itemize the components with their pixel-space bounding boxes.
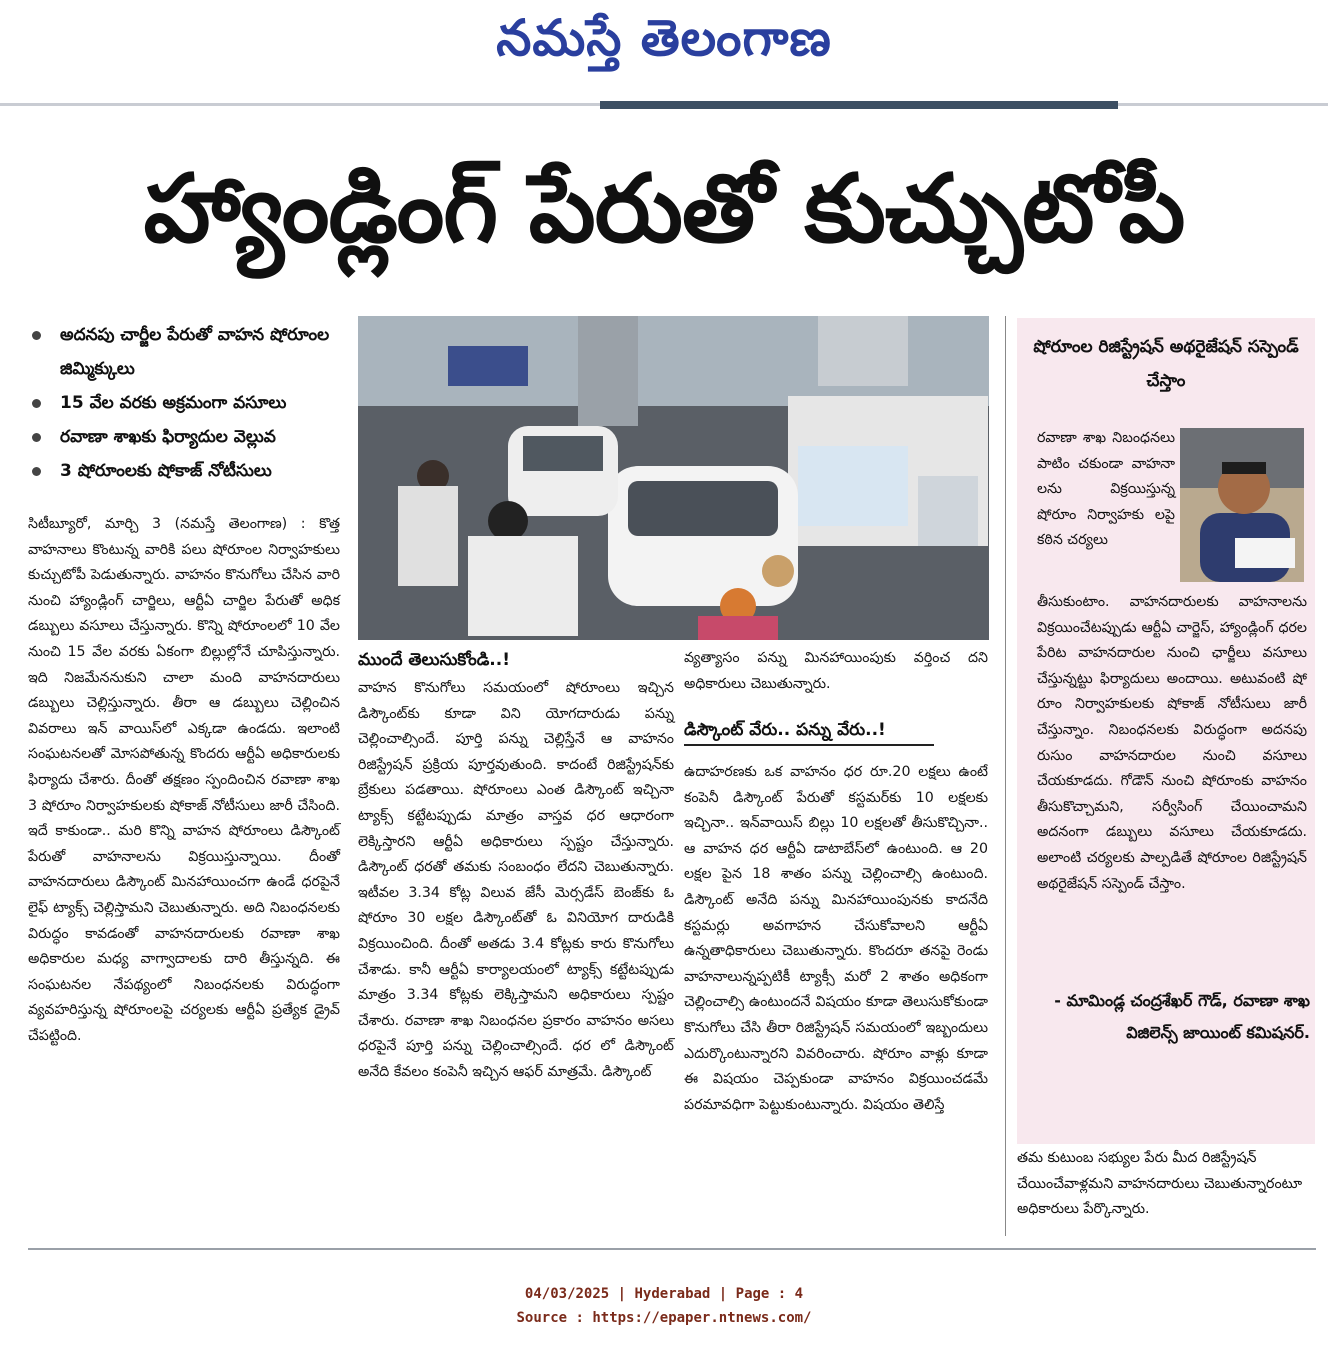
footer-dateline: 04/03/2025 | Hyderabad | Page : 4	[524, 1286, 804, 1302]
footer-source: Source : https://epaper.ntnews.com/	[516, 1310, 812, 1326]
article-column-3-intro: వ్యత్యాసం పన్ను మినహాయింపుకు వర్తించ దని అధికారులు చెబుతున్నారు.	[684, 650, 988, 692]
sidebar-attribution: - మామిండ్ల చంద్రశేఖర్ గౌడ్, రవాణా శాఖ విజిలెన్స్ జాయింట్ కమిషనర్.	[1054, 991, 1310, 1042]
subheading-discount-tax: డిస్కౌంట్ వేరు.. పన్ను వేరు..!	[684, 716, 934, 746]
masthead-accent-bar	[600, 101, 1118, 109]
bullet-text: 15 వేల వరకు అక్రమంగా వసూలు	[60, 393, 287, 413]
bullet-text: అదనపు చార్జీల పేరుతో వాహన షోరూంల జిమ్మిక్కులు	[60, 325, 330, 379]
portrait-illustration	[1180, 428, 1304, 582]
column-divider	[1005, 316, 1006, 1236]
article-column-2: వాహన కొనుగోలు సమయంలో షోరూంలు ఇచ్చిన డిస్కౌంట్‌కు కూడా విని యోగదారుడు పన్ను చెల్లించాల్సిందే. పూర్తి పన్ను చెల్లిస్తేనే ఆ వాహనం రిజిస్ట్రేషన్ ప్రక్రియ పూర్తవుతుంది. కాదంటే రిజిస్ట్రేషన్‌కు బ్రేకులు పడతాయి. షోరూంలు ఎంత డిస్కౌంట్ ఇచ్చినా ట్యాక్స్ కట్టేటప్పుడు మాత్రం వాస్తవ ధర ఆధారంగా లెక్కిస్తారని ఆర్టీఏ అధికారులు స్పష్టం చేస్తున్నారు. డిస్కౌంట్ ధరతో తమకు సంబంధం లేదని చెబుతున్నారు. ఇటీవల 3.34 కోట్ల విలువ జేసీ మెర్సడేస్ బెంజ్‌కు ఓ షోరూం 30 లక్షల డిస్కౌంట్‌తో ఓ వినియోగ దారుడికి విక్రయించింది. దీంతో అతడు 3.4 కోట్లకు కారు కొనుగోలు చేశాడు. కానీ ఆర్టీఏ కార్యాలయంలో ట్యాక్స్ కట్టేటప్పుడు మాత్రం 3.34 కోట్లకు లెక్కిస్తామని అధికారులు స్పష్టం చేశారు. రవాణా శాఖ నిబంధనల ప్రకారం వాహనం అసలు ధరపైనే పూర్తి పన్ను చెల్లించాల్సిందే. ధర లో డిస్కౌంట్ అనేది కేవలం కంపెనీ ఇచ్చిన ఆఫర్ మాత్రమే. డిస్కౌంట్	[358, 680, 674, 1080]
bullet-text: రవాణా శాఖకు ఫిర్యాదుల వెల్లువ	[60, 427, 276, 447]
masthead-logo: నమస్తే తెలంగాణ	[496, 8, 832, 67]
article-column-1: సిటీబ్యూరో, మార్చి 3 (నమస్తే తెలంగాణ) : కొత్త వాహనాలు కొంటున్న వారికి పలు షోరూంల నిర్వాహకులు కుచ్చుటోపీ పెడుతున్నారు. వాహనం కొనుగోలు చేసిన వారి నుంచి హ్యాండ్లింగ్ చార్జిలు, ఆర్టీఏ చార్జిల పేరుతో అధిక డబ్బులు వసూలు చేస్తున్నారు. కొన్ని షోరూంలలో 10 వేల నుంచి 15 వేల వరకు ఏకంగా బిల్లుల్లోనే చూపిస్తున్నారు. ఇది నిజమేననుకుని చాలా మంది వాహనదారులు డబ్బులు చెల్లిస్తున్నారు. తీరా ఆ డబ్బులు చెల్లించిన వివరాలు ఇన్ వాయిస్‌లో ఎక్కడా ఉండదు. ఇలాంటి సంఘటనలతో మోసపోతున్న కొందరు ఆర్టీఏ అధికారులకు ఫిర్యాదు చేశారు. దీంతో తక్షణం స్పందించిన రవాణా శాఖ 3 షోరూం నిర్వాహకులకు షోకాజ్ నోటీసులు జారీ చేసింది. ఇదే కాకుండా.. మరి కొన్ని వాహన షోరూంలు డిస్కౌంట్ పేరుతో వాహనాలను విక్రయిస్తున్నాయి. దీంతో వాహనదారులు డిస్కౌంట్ మినహాయించగా ఉండే ధరపైనే లైఫ్ ట్యాక్స్ చెల్లిస్తామని చెబుతున్నారు. అది నిబంధనలకు విరుద్ధం కావడంతో వాహనదారులకు రవాణా శాఖ అధికారుల మధ్య వాగ్వాదాలకు దారి తీస్తున్నది. ఈ సంఘటనల నేపథ్యంలో నిబంధనలకు విరుద్ధంగా వ్యవహరిస్తున్న షోరూంలపై చర్యలకు ఆర్టీఏ ప్రత్యేక డ్రైవ్ చేపట్టింది.	[28, 516, 340, 1044]
bullet-icon	[32, 399, 41, 408]
bullet-icon	[32, 467, 41, 476]
bullet-icon	[32, 331, 41, 340]
bullet-icon	[32, 433, 41, 442]
traffic-photo-illustration	[358, 316, 989, 640]
article-column-4: తమ కుటుంబ సభ్యుల పేరు మీద రిజిస్ట్రేషన్ చేయించేవాళ్లమని వాహనదారులు చెబుతున్నారంటూ అధికారులు పేర్కొన్నారు.	[1017, 1150, 1303, 1218]
sidebar-box-text: తీసుకుంటాం. వాహనదారులకు వాహనాలను విక్రయించేటప్పుడు ఆర్టీఏ చార్జెస్, హ్యాండ్లింగ్ ధరల పేరిట వాహనదారుల నుంచి ఛార్జీలు వసూలు చేస్తున్నట్టు ఫిర్యాదులు అందాయి. అటువంటి షో రూం నిర్వాహకులకు షోకాజ్ నోటీసులు జారీ చేస్తున్నాం. నిబంధనలకు విరుద్ధంగా అదనపు రుసుం వాహనదారుల నుంచి వసూలు చేయకూడదు. గోడౌన్ నుంచి షోరూంకు వాహనం తీసుకొచ్చామని, సర్వీసింగ్ చేయించామని అదనంగా డబ్బులు వసూలు చేయకూడదు. అలాంటి చర్యలకు పాల్పడితే షోరూంల రిజిస్ట్రేషన్ అథరైజేషన్ సస్పెండ్ చేస్తాం.	[1037, 594, 1307, 892]
bullet-text: 3 షోరూంలకు షోకాజ్ నోటీసులు	[60, 461, 272, 481]
bullet-item	[28, 318, 348, 386]
headline: హ్యాండ్లింగ్ పేరుతో కుచ్చుటోపీ	[143, 155, 1185, 264]
traffic-photo	[358, 316, 989, 640]
bullet-item	[28, 454, 348, 488]
official-portrait	[1180, 428, 1304, 582]
article-column-3: ఉదాహరణకు ఒక వాహనం ధర రూ.20 లక్షలు ఉంటే కంపెనీ డిస్కౌంట్ పేరుతో కస్టమర్‌కు 10 లక్షలకు ఇచ్చినా.. ఇన్‌వాయిస్ బిల్లు 10 లక్షలతో తీసుకొచ్చినా.. ఆ వాహన ధర ఆర్టీఏ డాటాబేస్‌లో ఉంటుంది. ఆ 20 లక్షల పైన 18 శాతం పన్ను చెల్లించాల్సి ఉంటుంది. డిస్కౌంట్ అనేది పన్ను మినహాయింపునకు కాదనేది కస్టమర్లు అవగాహన చేసుకోవాలని ఆర్టీఏ ఉన్నతాధికారులు చెబుతున్నారు. కొందరూ తనపై రెండు వాహనాలున్నప్పటికీ ట్యాక్సీ మరో 2 శాతం అధికంగా చెల్లించాల్సి ఉంటుందనే విషయం కూడా తెలుసుకోకుండా కొనుగోలు చేసి తీరా రిజిస్ట్రేషన్ సమయంలో ఇబ్బందులు ఎదుర్కొంటున్నారని వివరించారు. షోరూం వాళ్లు కూడా ఈ విషయం చెప్పకుండా వాహనం విక్రయించడమే పరమావధిగా పెట్టుకుంటున్నారు. విషయం తెలిస్తే	[684, 764, 988, 1113]
bullet-item	[28, 386, 348, 420]
sidebar-box-text-narrow: రవాణా శాఖ నిబంధనలు పాటిం చకుండా వాహనా లను విక్రయిస్తున్న షోరూం నిర్వాహకు లపై కఠిన చర్యలు	[1037, 430, 1175, 549]
bullet-item	[28, 420, 348, 454]
bullet-list	[28, 318, 348, 488]
sidebar-box-title: షోరూంల రిజిస్ట్రేషన్ అథరైజేషన్ సస్పెండ్ చేస్తాం	[1033, 337, 1299, 391]
subheading-know-first: ముందే తెలుసుకోండి..!	[358, 650, 510, 670]
footer-divider	[28, 1248, 1316, 1250]
